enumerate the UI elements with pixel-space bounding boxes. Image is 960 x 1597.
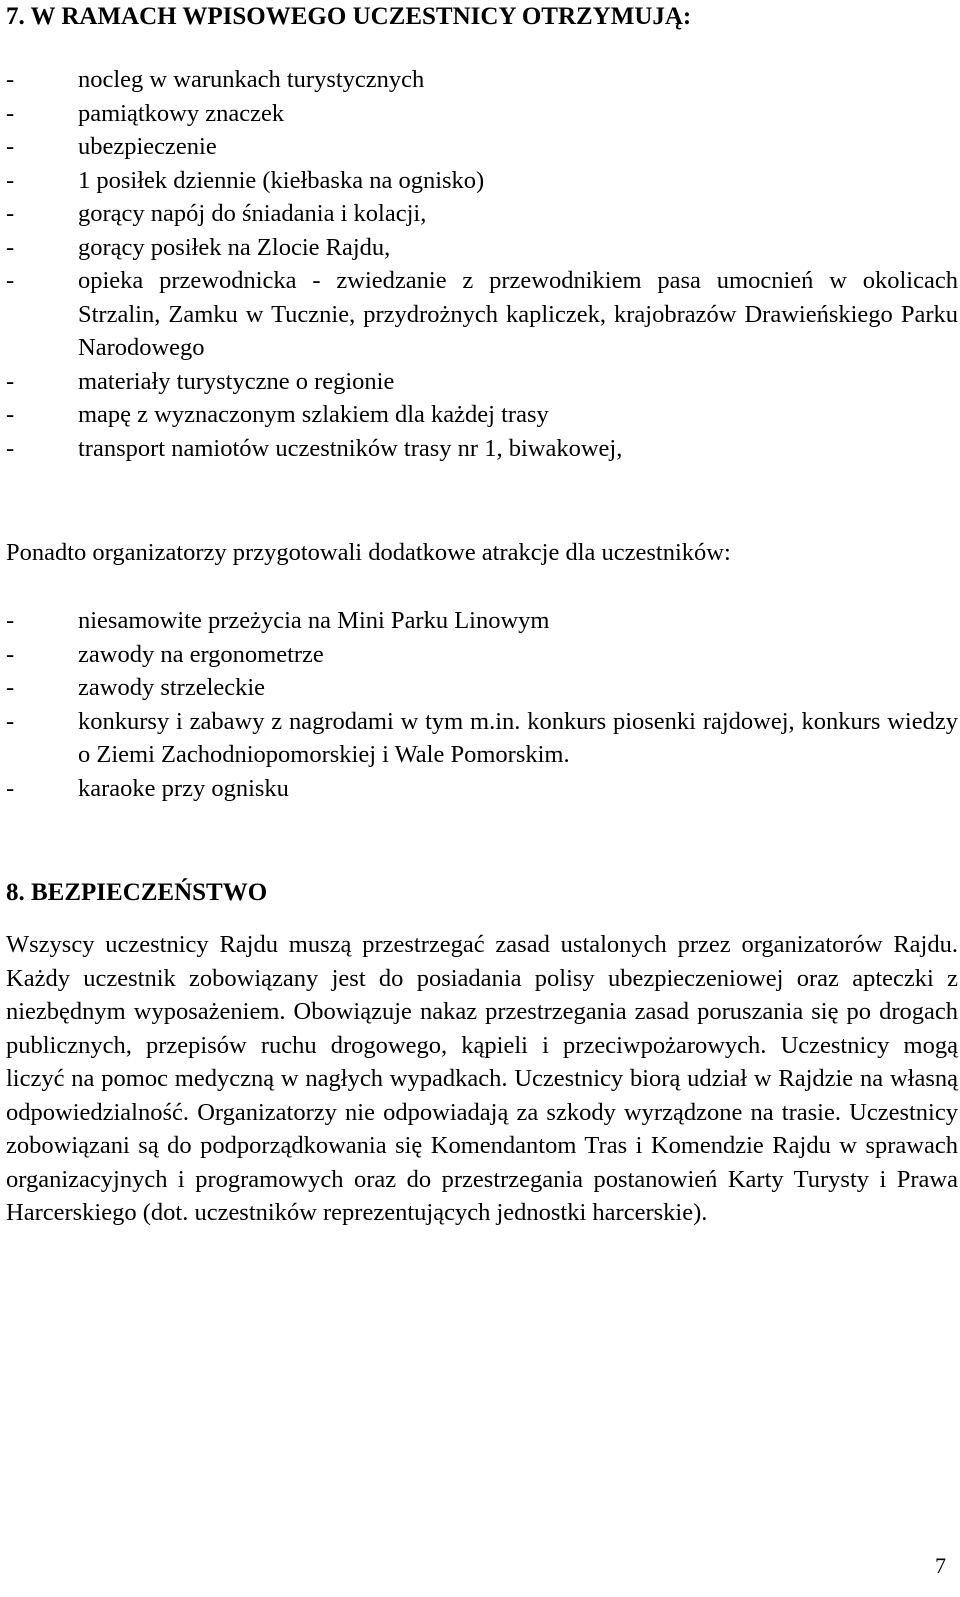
list-item-text: opieka przewodnicka - zwiedzanie z przewodnikiem pasa umocnień w okolicach Strzalin, Zamku w Tucznie, przydrożnych kapliczek, krajobrazów Drawieńskiego Parku Narodowego (78, 267, 958, 361)
dash-marker: - (6, 267, 15, 294)
dash-marker: - (6, 774, 15, 802)
list-item-text: zawody na ergonometrze (78, 640, 324, 668)
dash-marker: - (6, 674, 15, 701)
dash-marker: - (6, 401, 15, 428)
list-item-text: gorący posiłek na Zlocie Rajdu, (78, 233, 391, 261)
dash-marker: - (6, 133, 15, 160)
safety-paragraph: Wszyscy uczestnicy Rajdu muszą przestrzegać zasad ustalonych przez organizatorów Rajdu. Każdy uczestnik zobowiązany jest do posiadania polisy ubezpieczeniowej oraz apteczki z niezbędnym wyposażeniem. Obowiązuje nakaz przestrzegania zasad poruszania się po drogach publicznych, przepisów ruchu drogowego, kąpieli i przeciwpożarowych. Uczestnicy mogą liczyć na pomoc medyczną w nagłych wypadkach. Uczestnicy biorą udział w Rajdzie na własną odpowiedzialność. Organizatorzy nie odpowiadają za szkody wyrządzone na trasie. Uczestnicy zobowiązani są do podporządkowania się Komendantom Tras i Komendzie Rajdu w sprawach organizacyjnych i programowych oraz do przestrzegania postanowień Karty Turysty i Prawa Harcerskiego (dot. uczestników reprezentujących jednostki harcerskie). (6, 931, 958, 1226)
list-item-text: pamiątkowy znaczek (78, 99, 285, 127)
list-item (6, 231, 958, 265)
list-item-text: mapę z wyznaczonym szlakiem dla każdej trasy (78, 401, 549, 428)
list-item (6, 398, 958, 432)
dash-marker: - (6, 640, 15, 668)
list-item-text: niesamowite przeżycia na Mini Parku Linowym (78, 607, 550, 634)
list-item (6, 705, 958, 772)
extras-intro-paragraph: Ponadto organizatorzy przygotowali dodatkowe atrakcje dla uczestników: (6, 539, 731, 566)
dash-marker: - (6, 607, 15, 634)
dash-marker: - (6, 707, 15, 735)
list-item (6, 264, 958, 365)
list-item (6, 638, 958, 672)
list-item-text: nocleg w warunkach turystycznych (78, 66, 425, 93)
dash-marker: - (6, 434, 15, 462)
list-item (6, 97, 958, 131)
dash-marker: - (6, 166, 15, 194)
list-item (6, 197, 958, 231)
list-item-text: ubezpieczenie (78, 133, 217, 160)
list-item (6, 604, 958, 638)
list-item (6, 130, 958, 164)
dash-marker: - (6, 233, 15, 261)
list-item-text: karaoke przy ognisku (78, 774, 289, 802)
list-item (6, 63, 958, 97)
list-item-text: gorący napój do śniadania i kolacji, (78, 200, 427, 227)
dash-marker: - (6, 99, 15, 127)
dash-marker: - (6, 66, 15, 93)
list-item-text: konkursy i zabawy z nagrodami w tym m.in. konkurs piosenki rajdowej, konkurs wiedzy o Ziemi Zachodniopomorskiej i Wale Pomorskim. (78, 707, 958, 768)
dash-marker: - (6, 367, 15, 395)
list-item (6, 772, 958, 806)
section-8-heading: 8. BEZPIECZEŃSTWO (6, 879, 268, 906)
dash-marker: - (6, 200, 15, 227)
list-item (6, 365, 958, 399)
list-item-text: transport namiotów uczestników trasy nr 1, biwakowej, (78, 434, 623, 462)
list-item (6, 432, 958, 466)
list-item-text: 1 posiłek dziennie (kiełbaska na ognisko) (78, 166, 485, 194)
included-items-list (6, 63, 958, 465)
extras-list (6, 604, 958, 805)
section-7-heading: 7. W RAMACH WPISOWEGO UCZESTNICY OTRZYMUJĄ: (6, 3, 692, 30)
list-item (6, 164, 958, 198)
list-item-text: materiały turystyczne o regionie (78, 367, 395, 395)
list-item-text: zawody strzeleckie (78, 674, 266, 701)
list-item (6, 671, 958, 705)
page-number: 7 (935, 1553, 946, 1578)
